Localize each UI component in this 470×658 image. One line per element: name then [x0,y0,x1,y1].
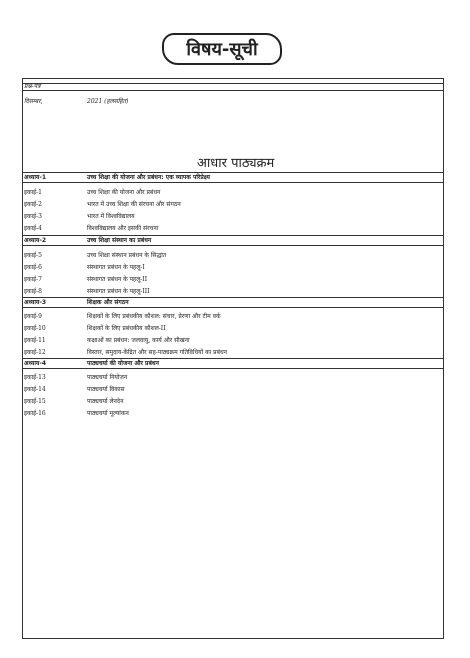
chapter-row [23,358,443,369]
unit-label: इकाई-14 [24,386,46,393]
unit-title: संस्थागत प्रबंधन के पहलू-III [87,288,150,295]
chapter-title: उच्च शिक्षा संस्थान का प्रबंधन [87,237,152,244]
unit-label: इकाई-6 [24,264,42,271]
chapter-title: उच्च शिक्षा की योजना और प्रबंधन: एक व्यापक परिप्रेक्ष्य [87,174,210,181]
chapter-label: अध्याय-3 [24,299,47,306]
unit-label: इकाई-13 [24,374,46,381]
unit-title: उच्च शिक्षा संस्थान प्रबंधन के सिद्धांत [87,252,167,259]
unit-label: इकाई-9 [24,313,42,320]
unit-label: इकाई-10 [24,325,46,332]
unit-label: इकाई-2 [24,201,42,208]
unit-label: इकाई-1 [24,189,42,196]
unit-title: उच्च शिक्षा की योजना और प्रबंधन [87,189,161,196]
exam-year: 2021 (हलसहित) [87,98,129,105]
chapter-row [23,235,443,246]
unit-title: भारत में उच्च शिक्षा की संरचना और संगठन [87,201,181,208]
section-heading: आधार पाठ्यक्रम [197,156,275,171]
unit-title: संस्थागत प्रबंधन के पहलू-I [87,264,145,271]
chapter-label: अध्याय-1 [24,174,47,181]
chapter-row [23,172,443,183]
unit-title: कक्षाओं का प्रबंधन: जलवायु, कार्य और सीखना [87,337,190,344]
page-title-text: विषय-सूची [186,39,258,60]
chapter-row [23,297,443,308]
divider [23,90,443,91]
page-title [162,33,282,65]
contents-frame [22,78,444,639]
unit-label: इकाई-7 [24,276,42,283]
unit-title: शिक्षकों के लिए प्रबंधकीय कौशल: संचार, प्रेरणा और टीम वर्क [87,313,221,320]
exam-label: प्रश्न-पत्र [24,83,41,90]
unit-label: इकाई-8 [24,288,42,295]
unit-title: पाठ्यचर्या मूल्यांकन [87,410,129,417]
unit-title: शिक्षकों के लिए प्रबंधकीय कौशल-II [87,325,166,332]
chapter-label: अध्याय-4 [24,360,47,367]
unit-label: इकाई-4 [24,225,42,232]
unit-label: इकाई-5 [24,252,42,259]
unit-label: इकाई-11 [24,337,46,344]
unit-label: इकाई-16 [24,410,46,417]
unit-title: भारत में विश्वविद्यालय [87,213,135,220]
exam-month: दिसम्बर, [24,98,43,105]
unit-label: इकाई-15 [24,398,46,405]
chapter-title: पाठ्यचर्या की योजना और प्रबंधन [87,360,159,367]
unit-title: पाठ्यचर्या लेनदेन [87,398,124,405]
chapter-label: अध्याय-2 [24,237,47,244]
frame-top-rule [23,79,443,84]
unit-title: संस्थागत प्रबंधन के पहलू-II [87,276,148,283]
unit-title: पाठ्यचर्या नियोजन [87,374,128,381]
unit-title: पाठ्यचर्या विकास [87,386,125,393]
unit-label: इकाई-12 [24,349,46,356]
unit-title: विश्वविद्यालय और इसकी संरचना [87,225,159,232]
unit-label: इकाई-3 [24,213,42,220]
chapter-title: शिक्षक और संगठन [87,299,129,306]
unit-title: विस्तार, समुदाय-केंद्रित और सह-पाठ्यक्रम गतिविधियों का प्रबंधन [87,349,227,356]
